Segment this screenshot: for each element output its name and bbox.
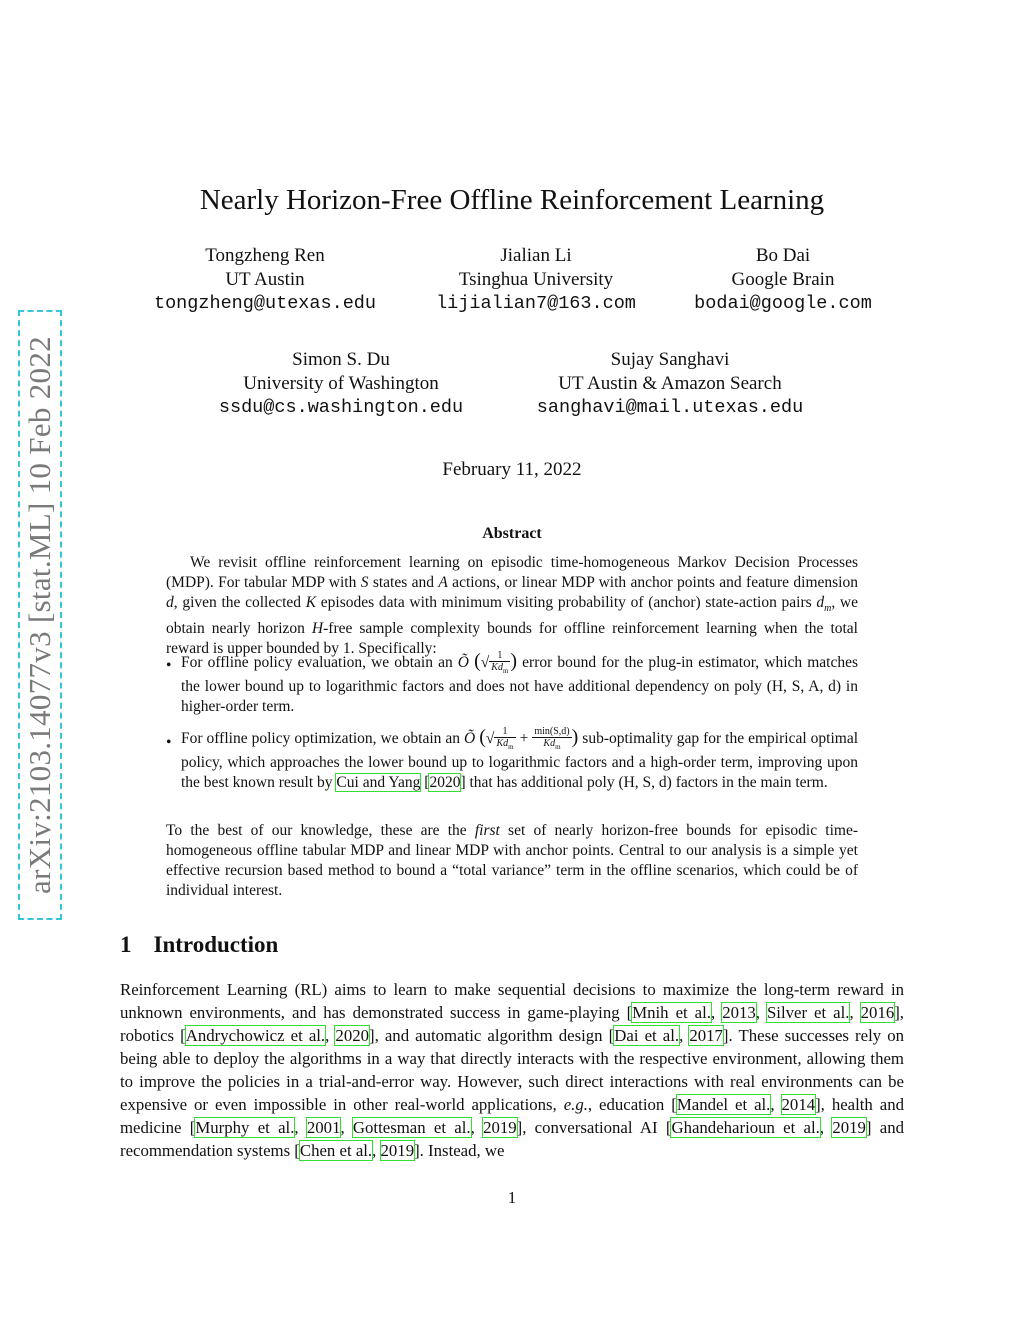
citation-link[interactable]: 2017 — [689, 1026, 723, 1045]
citation-link[interactable]: Mnih et al. — [632, 1003, 711, 1022]
author-email[interactable]: bodai@google.com — [694, 293, 872, 314]
citation-link[interactable]: Cui and Yang — [336, 774, 421, 791]
abstract-paragraph: To the best of our knowledge, these are the first set of nearly horizon-free bounds for episodic time-homogeneous offline tabular MDP and linear MDP with anchor points. Central to our analysis is a simple yet effective recursion based method to bound a “total variance” term in the offline scenarios, which could be of individual interest. — [166, 822, 859, 899]
citation-link[interactable]: 2019 — [483, 1118, 517, 1137]
author-block — [633, 244, 933, 316]
citation-link[interactable]: Ghandeharioun et al. — [671, 1118, 820, 1137]
intro-paragraph: Reinforcement Learning (RL) aims to learn to make sequential decisions to maximize the long-term reward in unknown environments, and has demonstrated success in game-playing [Mnih et al., 2013, Silver et al., 2016], robotics [Andrychowicz et al., 2020], and automatic algorithm design [Dai et al., 2017]. These successes rely on being able to deploy the algorithms in a way that directly interacts with the respective environment, allowing them to improve the policies in a trial-and-error way. However, such direct interactions with real environments can be expensive or even impossible in other real-world applications, e.g., education [Mandel et al., 2014], health and medicine [Murphy et al., 2001, Gottesman et al., 2019], conversational AI [Ghandeharioun et al., 2019] and recommendation systems [Chen et al., 2019]. Instead, we — [120, 980, 905, 1160]
citation-link[interactable]: Silver et al. — [766, 1003, 850, 1022]
citation-link[interactable]: Murphy et al. — [195, 1118, 295, 1137]
citation-link[interactable]: 2013 — [722, 1003, 756, 1022]
citation-link[interactable]: Mandel et al. — [676, 1095, 771, 1114]
citation-link[interactable]: 2020 — [335, 1026, 369, 1045]
author-affiliation: Tsinghua University — [458, 269, 614, 290]
arxiv-stamp: arXiv:2103.14077v3 [stat.ML] 10 Feb 2022 — [22, 336, 57, 894]
abstract-heading: Abstract — [482, 525, 542, 542]
citation-link[interactable]: Andrychowicz et al. — [185, 1026, 326, 1045]
author-email[interactable]: tongzheng@utexas.edu — [153, 293, 377, 314]
citation-link[interactable]: 2019 — [380, 1141, 415, 1160]
author-name: Simon S. Du — [292, 349, 390, 370]
author-affiliation: Google Brain — [731, 269, 835, 290]
bullet-marker: • — [166, 657, 172, 674]
citation-link[interactable]: 2014 — [781, 1095, 816, 1114]
author-name: Tongzheng Ren — [205, 245, 325, 266]
author-block — [115, 244, 415, 316]
author-email[interactable]: lijialian7@163.com — [436, 293, 636, 314]
abstract-bullet: For offline policy optimization, we obtain an Õ (√ $\frac{1}{Kd_m}$ + $\frac{\min(S,d)}{Kd_m}$ ) sub-optimality gap for the empirical optimal policy, which approaches the lower bound up to logarithmic factors and a high-order term, improving upon the best known result by Cui and Yang [2020] that has additional poly (H, S, d) factors in the main term. — [181, 726, 859, 791]
author-name: Sujay Sanghavi — [610, 349, 730, 370]
fraction: $\frac{1}{Kd_m}$ — [491, 650, 509, 675]
paper-date: February 11, 2022 — [442, 459, 582, 480]
abstract-paragraph: We revisit offline reinforcement learning on episodic time-homogeneous Markov Decision Processes (MDP). For tabular MDP with S states and A actions, or linear MDP with anchor points and feature dimension d, given the collected K episodes data with minimum visiting probability of (anchor) state-action pairs $d_m$, we obtain nearly horizon H-free sample complexity bounds for offline reinforcement learning when the total reward is upper bounded by 1. Specifically: — [166, 554, 858, 658]
citation-link[interactable]: Dai et al. — [614, 1026, 680, 1045]
author-affiliation: UT Austin & Amazon Search — [558, 373, 782, 394]
citation-link[interactable]: Chen et al. — [299, 1141, 373, 1160]
author-affiliation: UT Austin — [225, 269, 305, 290]
citation-link[interactable]: Gottesman et al. — [352, 1118, 471, 1137]
section-number: 1 — [120, 932, 132, 957]
fraction: $\frac{\min(S,d)}{Kd_m}$ — [534, 726, 570, 751]
author-block — [510, 348, 830, 420]
fraction: $\frac{1}{Kd_m}$ — [496, 726, 514, 751]
author-email[interactable]: sanghavi@mail.utexas.edu — [536, 397, 804, 418]
author-block — [191, 348, 491, 420]
abstract-bullet: For offline policy evaluation, we obtain an Õ (√ $\frac{1}{Kd_m}$ ) error bound for the plug-in estimator, which matches the lower bound up to logarithmic factors and does not have additional dependency on poly (H, S, A, d) in higher-order term. — [181, 650, 859, 715]
section-title: Introduction — [153, 932, 279, 957]
author-affiliation: University of Washington — [243, 373, 439, 394]
author-name: Jialian Li — [500, 245, 572, 266]
page-number: 1 — [507, 1188, 517, 1207]
citation-link[interactable]: 2019 — [832, 1118, 866, 1137]
paper-title: Nearly Horizon-Free Offline Reinforcement Learning — [199, 184, 825, 216]
citation-link[interactable]: 2016 — [860, 1003, 895, 1022]
author-name: Bo Dai — [755, 245, 811, 266]
author-email[interactable]: ssdu@cs.washington.edu — [218, 397, 464, 418]
section-heading — [120, 932, 278, 958]
citation-link[interactable]: 2001 — [306, 1118, 341, 1137]
bullet-marker: • — [166, 734, 172, 751]
citation-link[interactable]: 2020 — [429, 774, 461, 791]
